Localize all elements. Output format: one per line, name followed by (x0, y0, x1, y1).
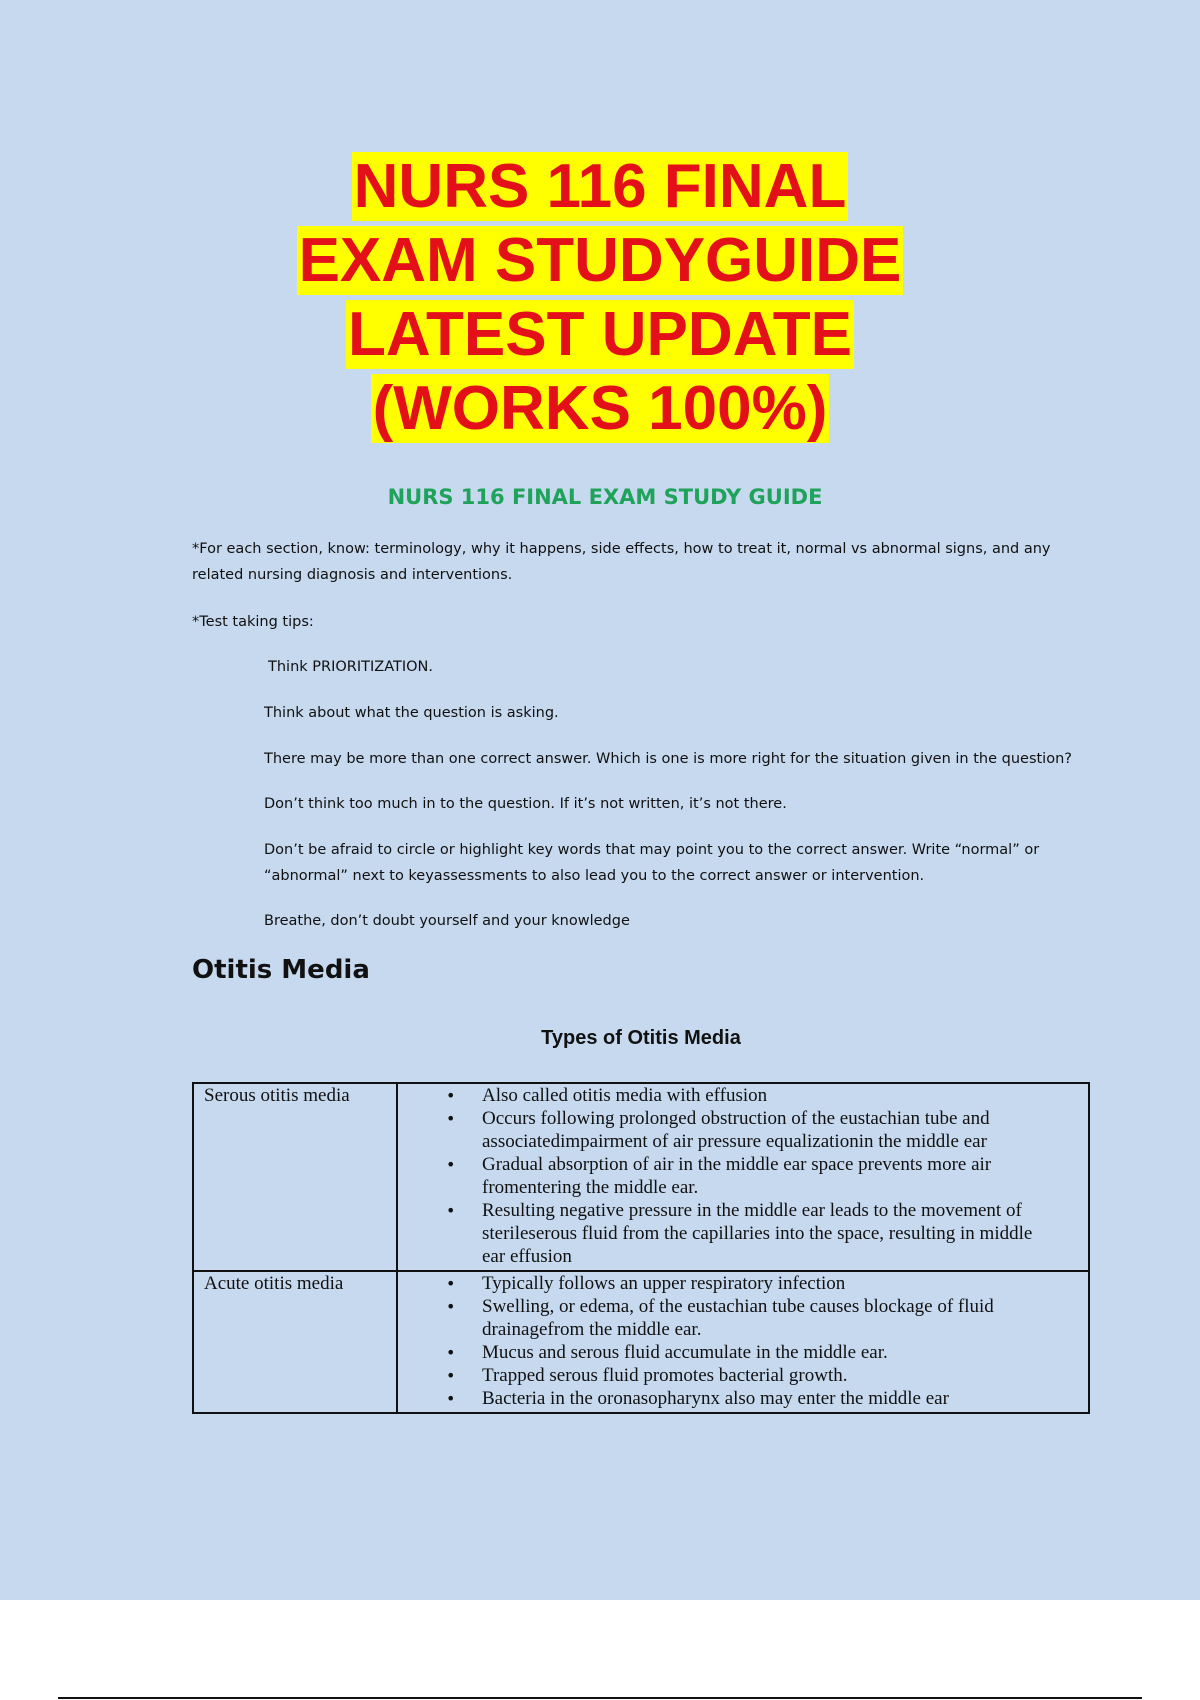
tip-item: Don’t be afraid to circle or highlight key words that may point you to the correct answer. Write “normal” or “abnormal” next to keyassessments to also lead you to the correct answer or intervention. (264, 842, 1040, 884)
type-name-cell: Serous otitis media (193, 1083, 397, 1271)
bullet-list (398, 1084, 1088, 1270)
tip-item: Don’t think too much in to the question. If it’s not written, it’s not there. (264, 796, 787, 812)
tip-item: Think about what the question is asking. (264, 705, 559, 721)
list-item: • Mucus and serous fluid accumulate in the middle ear. (446, 1341, 1058, 1364)
tip-item: There may be more than one correct answer. Which is one is more right for the situation given in the question? (264, 751, 1072, 767)
tip-item: Breathe, don’t doubt yourself and your knowledge (264, 913, 630, 929)
table-row (193, 1271, 1089, 1413)
section-instructions: *For each section, know: terminology, why it happens, side effects, how to treat it, normal vs abnormal signs, and any related nursing diagnosis and interventions. (192, 541, 1051, 583)
list-item: • Trapped serous fluid promotes bacterial growth. (446, 1364, 1058, 1387)
list-item: • Typically follows an upper respiratory infection (446, 1272, 1058, 1295)
table-row (193, 1083, 1089, 1271)
description-cell (397, 1271, 1089, 1413)
document-subtitle: NURS 116 FINAL EXAM STUDY GUIDE (387, 485, 823, 509)
footer-divider (58, 1697, 1142, 1699)
list-item: • Also called otitis media with effusion (446, 1084, 1058, 1107)
description-cell (397, 1083, 1089, 1271)
list-item: • Occurs following prolonged obstruction of the eustachian tube and associatedimpairment of air pressure equalizationin the middle ear (446, 1107, 1058, 1153)
list-item: • Swelling, or edema, of the eustachian tube causes blockage of fluid drainagefrom the middle ear. (446, 1295, 1058, 1341)
table-caption: Types of Otitis Media (541, 1027, 741, 1049)
title-line: (WORKS 100%) (372, 374, 828, 443)
title-line: NURS 116 FINAL (353, 152, 847, 221)
title-line: EXAM STUDYGUIDE (298, 226, 902, 295)
list-item: • Resulting negative pressure in the middle ear leads to the movement of sterileserous fluid from the capillaries into the space, resulting in middle ear effusion (446, 1199, 1058, 1268)
bullet-list (398, 1272, 1088, 1412)
section-heading: Otitis Media (192, 955, 370, 985)
type-name-cell: Acute otitis media (193, 1271, 397, 1413)
otitis-media-types-table (192, 1082, 1090, 1414)
document-title (0, 150, 1200, 446)
list-item: • Gradual absorption of air in the middle ear space prevents more air fromentering the middle ear. (446, 1153, 1058, 1199)
tip-item: Think PRIORITIZATION. (268, 659, 433, 675)
list-item: • Bacteria in the oronasopharynx also may enter the middle ear (446, 1387, 1058, 1410)
title-line: LATEST UPDATE (347, 300, 853, 369)
test-tips-label: *Test taking tips: (192, 614, 314, 630)
